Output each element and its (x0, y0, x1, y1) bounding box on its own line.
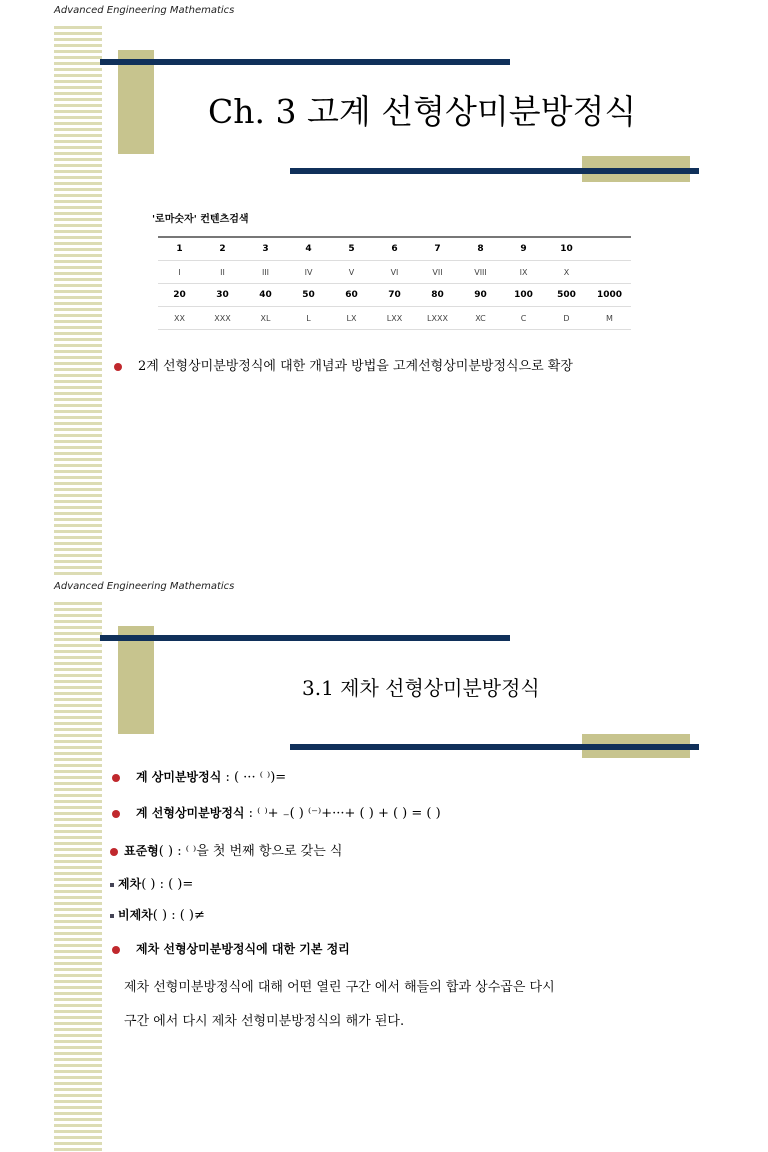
bottom-rule (290, 168, 699, 174)
formula-text: ( ) : ⁽ ⁾을 첫 번째 항으로 갖는 식 (158, 844, 343, 859)
slide-2 (0, 576, 768, 1152)
table-cell: 70 (373, 284, 416, 307)
table-cell: VII (416, 261, 459, 284)
table-cell: L (287, 307, 330, 330)
table-cell: XXX (201, 307, 244, 330)
table-caption: '로마숫자' 컨텐츠검색 (152, 214, 249, 225)
table-cell: XC (459, 307, 502, 330)
formula-text: ( ) : ( )= (141, 877, 194, 892)
table-cell: 20 (158, 284, 201, 307)
table-cell: II (201, 261, 244, 284)
sub-item (110, 875, 193, 892)
table-row (158, 307, 631, 330)
table-cell: 5 (330, 237, 373, 261)
term-label: 비제차 (118, 908, 153, 922)
table-cell: I (158, 261, 201, 284)
table-cell: 7 (416, 237, 459, 261)
formula-text: : ( ··· ⁽ ⁾)= (221, 770, 287, 785)
course-header: Advanced Engineering Mathematics (54, 581, 235, 592)
table-cell: 80 (416, 284, 459, 307)
olive-block-left (118, 626, 154, 734)
table-cell: 90 (459, 284, 502, 307)
bullet-item (112, 804, 441, 821)
term-label: 표준형 (124, 844, 159, 858)
term-label: 제차 (118, 877, 142, 891)
table-cell: 1 (158, 237, 201, 261)
table-cell: X (545, 261, 588, 284)
bullet-item (112, 768, 286, 785)
bullet-item (112, 940, 350, 957)
table-cell: 2 (201, 237, 244, 261)
table-cell: 4 (287, 237, 330, 261)
table-cell: VI (373, 261, 416, 284)
bullet-text: 2계 선형상미분방정식에 대한 개념과 방법을 고계선형상미분방정식으로 확장 (138, 359, 573, 374)
bullet-dot-icon (110, 848, 118, 856)
theorem-text-line-1: 제차 선형미분방정식에 대해 어떤 열린 구간 에서 해들의 합과 상수곱은 다시 (124, 980, 555, 995)
table-row (158, 284, 631, 307)
table-cell: 60 (330, 284, 373, 307)
table-cell: V (330, 261, 373, 284)
roman-numeral-table (158, 236, 631, 330)
olive-block-left (118, 50, 154, 154)
slide-title: 3.1 제차 선형상미분방정식 (302, 676, 540, 700)
table-cell (588, 261, 631, 284)
table-cell: IV (287, 261, 330, 284)
table-cell: XL (244, 307, 287, 330)
sub-item (110, 906, 205, 923)
formula-text: : ⁽ ⁾+ ₋( ) ⁽⁻⁾+···+ ( ) + ( ) = ( ) (244, 806, 441, 821)
table-cell: 1000 (588, 284, 631, 307)
table-cell: LX (330, 307, 373, 330)
table-cell: D (545, 307, 588, 330)
term-label: 제차 선형상미분방정식에 대한 기본 정리 (136, 942, 350, 956)
square-bullet-icon (110, 914, 114, 918)
table-row (158, 261, 631, 284)
table-cell: 10 (545, 237, 588, 261)
square-bullet-icon (110, 883, 114, 887)
table-cell: 6 (373, 237, 416, 261)
bullet-item (110, 840, 342, 859)
decorative-stripes (54, 26, 102, 576)
bottom-rule (290, 744, 699, 750)
table-cell: 8 (459, 237, 502, 261)
theorem-text-line-2: 구간 에서 다시 제차 선형미분방정식의 해가 된다. (124, 1014, 405, 1029)
table-cell: LXX (373, 307, 416, 330)
term-label: 계 선형상미분방정식 (136, 806, 245, 820)
table-cell: III (244, 261, 287, 284)
decorative-stripes (54, 602, 102, 1152)
table-cell: XX (158, 307, 201, 330)
table-cell: 40 (244, 284, 287, 307)
table-cell: VIII (459, 261, 502, 284)
term-label: 계 상미분방정식 (136, 770, 222, 784)
top-rule (100, 635, 510, 641)
course-header: Advanced Engineering Mathematics (54, 5, 235, 16)
table-cell: 3 (244, 237, 287, 261)
bullet-dot-icon (112, 774, 120, 782)
bullet-dot-icon (114, 363, 122, 371)
top-rule (100, 59, 510, 65)
table-cell: IX (502, 261, 545, 284)
table-cell: 50 (287, 284, 330, 307)
table-cell: 9 (502, 237, 545, 261)
slide-title: Ch. 3 고계 선형상미분방정식 (208, 92, 637, 131)
table-cell: C (502, 307, 545, 330)
table-cell: 100 (502, 284, 545, 307)
table-cell: M (588, 307, 631, 330)
table-cell: 30 (201, 284, 244, 307)
table-row (158, 237, 631, 261)
bullet-dot-icon (112, 946, 120, 954)
table-cell: 500 (545, 284, 588, 307)
table-cell: LXXX (416, 307, 459, 330)
formula-text: ( ) : ( )≠ (152, 908, 205, 923)
table-cell (588, 237, 631, 261)
bullet-item (114, 355, 573, 374)
bullet-dot-icon (112, 810, 120, 818)
